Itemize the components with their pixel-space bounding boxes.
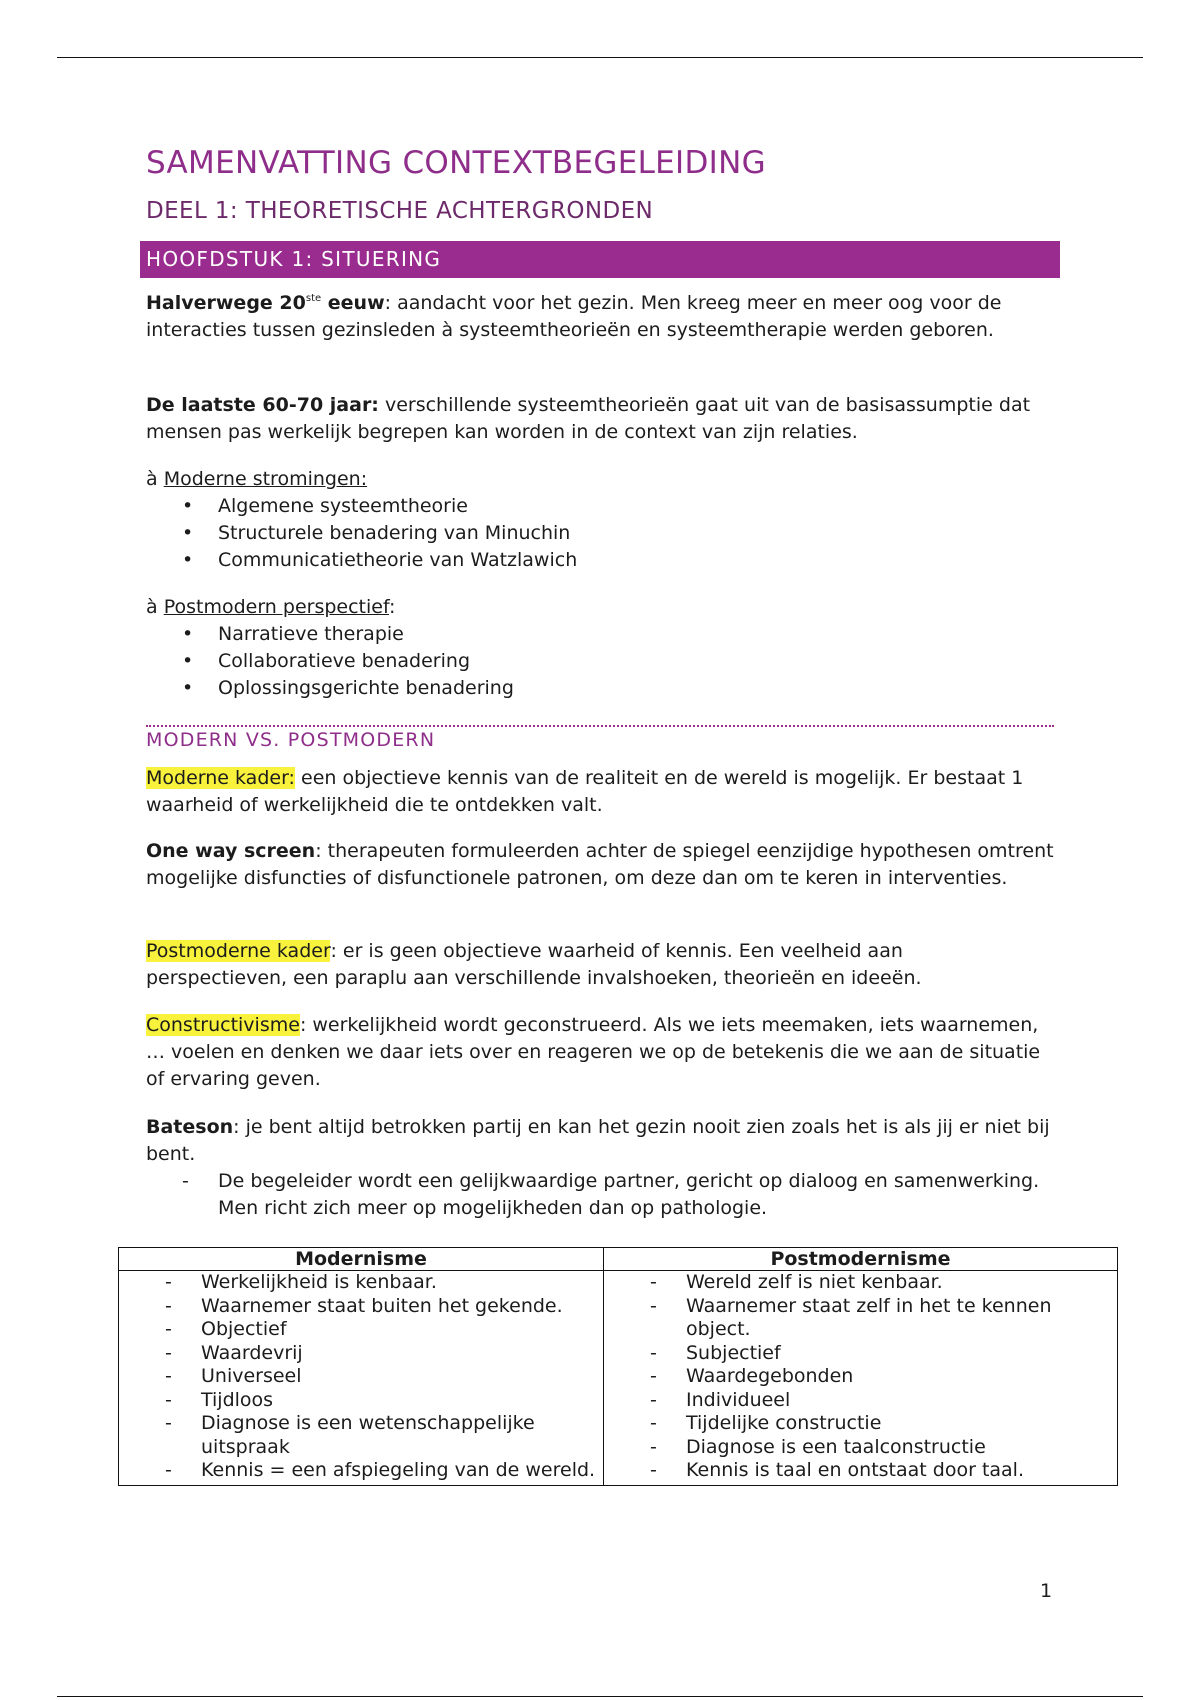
list-item: - Waardevrij (119, 1342, 603, 1366)
paragraph-one-way-screen (146, 838, 1056, 892)
list-item: - Wereld zelf is niet kenbaar. (604, 1271, 1117, 1295)
superscript: ste (305, 293, 322, 304)
list-item: - Individueel (604, 1389, 1117, 1413)
underlined-label: Moderne stromingen: (163, 468, 368, 490)
paragraph-moderne-kader (146, 765, 1041, 819)
paragraph-text: verschillende systeemtheorieën gaat uit van de basisassumptie dat mensen pas werkelijk begrepen kan worden in de context van zijn relaties. (146, 394, 1031, 443)
paragraph-halverwege (146, 290, 1051, 344)
paragraph-text: : therapeuten formuleerden achter de spiegel eenzijdige hypothesen omtrent mogelijke disfuncties of disfunctionele patronen, om deze dan om te keren in interventies. (146, 840, 1054, 889)
underlined-label: Postmodern perspectief (163, 596, 389, 618)
modern-streams-label (146, 466, 1046, 493)
paragraph-constructivisme (146, 1012, 1056, 1093)
column-header-postmodernisme: Postmodernisme (604, 1248, 1118, 1271)
document-title: SAMENVATTING CONTEXTBEGELEIDING (146, 145, 766, 181)
postmodernisme-list (604, 1271, 1117, 1483)
list-item: - Waarnemer staat buiten het gekende. (119, 1295, 603, 1319)
list-item: - Subjectief (604, 1342, 1117, 1366)
arrow-prefix: à (146, 468, 164, 490)
modern-streams-list (146, 493, 1046, 574)
section-title: MODERN VS. POSTMODERN (146, 729, 436, 751)
list-item: - Tijdelijke constructie (604, 1412, 1117, 1436)
arrow-prefix: à (146, 596, 164, 618)
paragraph-postmoderne-kader (146, 938, 1006, 992)
list-item: - Diagnose is een taalconstructie (604, 1436, 1117, 1460)
list-item: • Collaboratieve benadering (146, 648, 1046, 675)
list-item: • Structurele benadering van Minuchin (146, 520, 1046, 547)
list-item: - De begeleider wordt een gelijkwaardige partner, gericht op dialoog en samenwerking. Men richt zich meer op mogelijkheden dan op pathologie. (146, 1168, 1051, 1222)
list-item: - Universeel (119, 1365, 603, 1389)
modernisme-list (119, 1271, 603, 1483)
list-item: - Tijdloos (119, 1389, 603, 1413)
paragraph-text: : je bent altijd betrokken partij en kan het gezin nooit zien zoals het is als jij er niet bij bent. (146, 1116, 1050, 1165)
highlighted-term: Moderne kader: (146, 767, 295, 789)
column-header-modernisme: Modernisme (119, 1248, 604, 1271)
list-item: - Waardegebonden (604, 1365, 1117, 1389)
paragraph-text: : werkelijkheid wordt geconstrueerd. Als we iets meemaken, iets waarnemen, … voelen en denken we daar iets over en reageren we op de betekenis die we aan de situatie of ervaring geven. (146, 1014, 1041, 1090)
chapter-heading-bar: HOOFDSTUK 1: SITUERING (140, 241, 1060, 278)
list-item: - Waarnemer staat zelf in het te kennen object. (604, 1295, 1117, 1342)
top-rule (57, 57, 1143, 58)
postmodern-perspective-label (146, 594, 1046, 621)
list-item: - Kennis = een afspiegeling van de wereld. (119, 1459, 603, 1483)
list-item: - Kennis is taal en ontstaat door taal. (604, 1459, 1117, 1483)
postmodern-perspective-list (146, 621, 1046, 702)
bottom-rule (57, 1696, 1143, 1697)
table-row (119, 1271, 1118, 1486)
paragraph-text: een objectieve kennis van de realiteit en de wereld is mogelijk. Er bestaat 1 waarheid of werkelijkheid die te ontdekken valt. (146, 767, 1024, 816)
section-divider (146, 725, 1054, 727)
table-header-row (119, 1248, 1118, 1271)
list-item: • Communicatietheorie van Watzlawich (146, 547, 1046, 574)
comparison-table (118, 1247, 1118, 1486)
paragraph-text: : aandacht voor het gezin. Men kreeg meer en meer oog voor de interacties tussen gezinsleden à systeemtheorieën en systeemtherapie werden geboren. (146, 292, 1002, 341)
list-item: • Oplossingsgerichte benadering (146, 675, 1046, 702)
paragraph-text: : er is geen objectieve waarheid of kennis. Een veelheid aan perspectieven, een paraplu aan verschillende invalshoeken, theorieën en ideeën. (146, 940, 922, 989)
postmodern-perspective-block (146, 594, 1046, 702)
list-item: - Diagnose is een wetenschappelijke uitspraak (119, 1412, 603, 1459)
bold-term-tail: eeuw (321, 292, 385, 314)
postmodernisme-cell (604, 1271, 1118, 1486)
bold-term: One way screen (146, 840, 316, 862)
bateson-list (146, 1168, 1051, 1222)
bateson-block (146, 1114, 1051, 1222)
bold-term: De laatste 60-70 jaar: (146, 394, 379, 416)
paragraph-laatste-jaren (146, 392, 1056, 446)
bold-term: Bateson (146, 1116, 234, 1138)
label-suffix: : (388, 596, 396, 618)
highlighted-term: Constructivisme (146, 1014, 300, 1036)
list-item: • Narratieve therapie (146, 621, 1046, 648)
list-item: - Objectief (119, 1318, 603, 1342)
list-item: • Algemene systeemtheorie (146, 493, 1046, 520)
bold-term: Halverwege 20 (146, 292, 306, 314)
page-number: 1 (1040, 1580, 1053, 1602)
modern-streams-block (146, 466, 1046, 574)
part-heading: DEEL 1: THEORETISCHE ACHTERGRONDEN (146, 198, 654, 224)
highlighted-term: Postmoderne kader (146, 940, 331, 962)
modernisme-cell (119, 1271, 604, 1486)
paragraph-bateson (146, 1114, 1051, 1168)
list-item: - Werkelijkheid is kenbaar. (119, 1271, 603, 1295)
